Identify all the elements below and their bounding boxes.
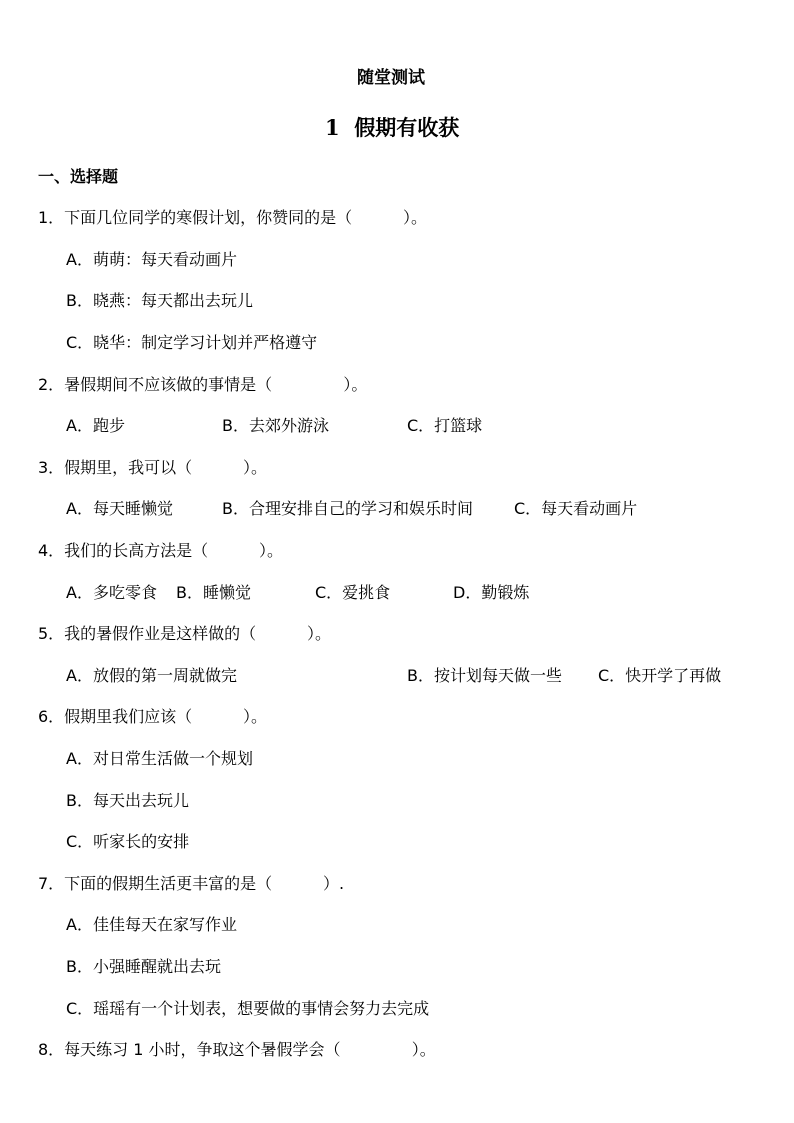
question-4-stem: 4．我们的长高方法是（ ）。 [38, 541, 284, 560]
question-1-stem: 1．下面几位同学的寒假计划，你赞同的是（ ）。 [38, 208, 428, 227]
question-2-stem: 2．暑假期间不应该做的事情是（ ）。 [38, 375, 368, 394]
question-7-stem: 7．下面的假期生活更丰富的是（ ）. [38, 874, 345, 893]
question-7-option-c: C．瑶瑶有一个计划表，想要做的事情会努力去完成 [66, 999, 430, 1018]
question-3-option-a: A．每天睡懒觉 [66, 499, 173, 518]
question-6-option-b: B．每天出去玩儿 [66, 791, 189, 810]
question-5-option-b: B．按计划每天做一些 [407, 666, 562, 685]
question-3-option-b: B．合理安排自己的学习和娱乐时间 [222, 499, 473, 518]
question-2-option-b: B．去郊外游泳 [222, 416, 329, 435]
question-5-option-a: A．放假的第一周就做完 [66, 666, 237, 685]
question-1-option-a: A．萌萌：每天看动画片 [66, 250, 237, 269]
question-6-option-c: C．听家长的安排 [66, 832, 190, 851]
lesson-title: 1 假期有收获 [325, 115, 460, 140]
question-4-option-b: B．睡懒觉 [176, 583, 251, 602]
question-2-option-c: C．打篮球 [407, 416, 483, 435]
question-8-stem: 8．每天练习 1 小时，争取这个暑假学会（ ）。 [38, 1040, 436, 1059]
question-4-option-a: A．多吃零食 [66, 583, 157, 602]
page-title: 随堂测试 [357, 68, 425, 88]
question-4-option-d: D．勤锻炼 [453, 583, 530, 602]
question-1-option-b: B．晓燕：每天都出去玩儿 [66, 291, 253, 310]
question-6-option-a: A．对日常生活做一个规划 [66, 749, 253, 768]
question-2-option-a: A．跑步 [66, 416, 125, 435]
question-7-option-b: B．小强睡醒就出去玩 [66, 957, 221, 976]
question-3-option-c: C．每天看动画片 [514, 499, 638, 518]
question-5-option-c: C．快开学了再做 [598, 666, 722, 685]
question-4-option-c: C．爱挑食 [315, 583, 391, 602]
section-heading: 一、选择题 [38, 167, 119, 186]
question-5-stem: 5．我的暑假作业是这样做的（ ）。 [38, 624, 332, 643]
question-7-option-a: A．佳佳每天在家写作业 [66, 915, 237, 934]
question-3-stem: 3．假期里，我可以（ ）。 [38, 458, 268, 477]
question-6-stem: 6．假期里我们应该（ ）。 [38, 707, 268, 726]
question-1-option-c: C．晓华：制定学习计划并严格遵守 [66, 333, 318, 352]
